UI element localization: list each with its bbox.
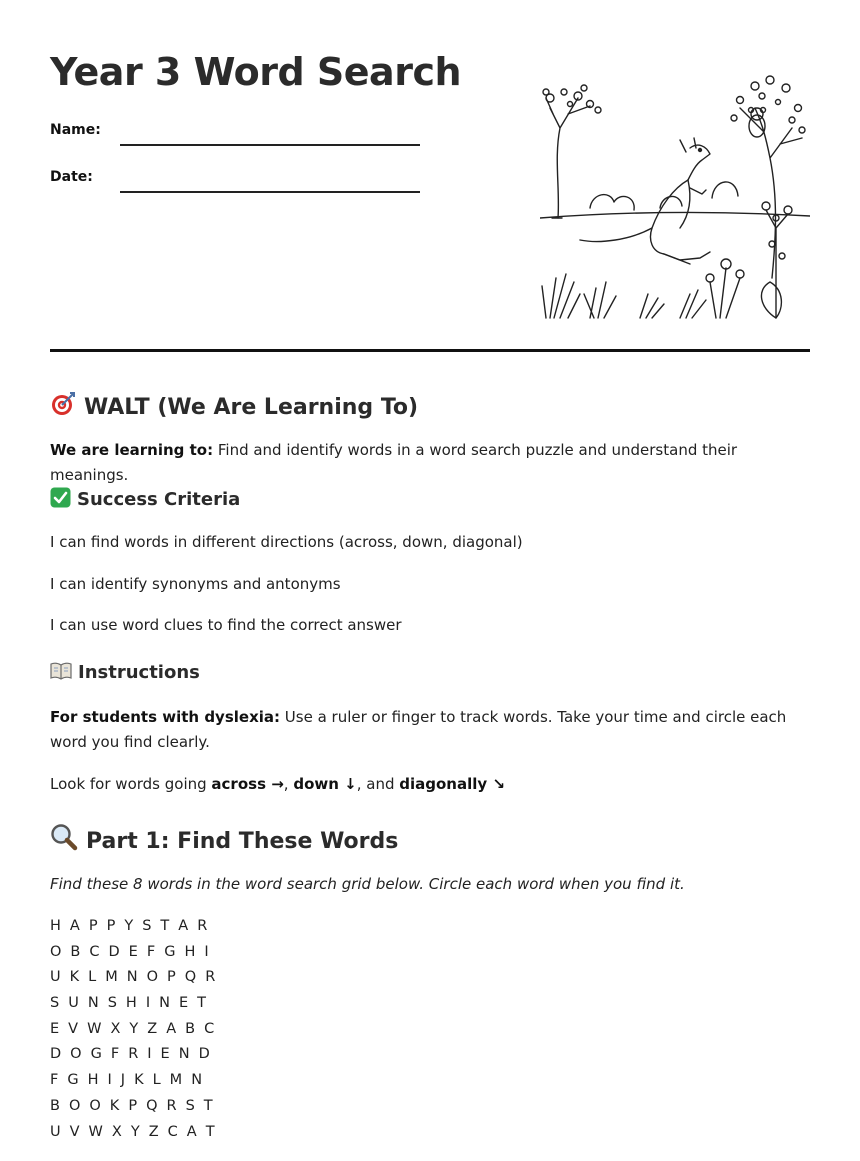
date-field[interactable] [50,169,420,199]
directions-sep: , [283,775,294,793]
walt-paragraph [50,438,810,488]
book-icon [50,662,72,680]
instructions-heading-text: Instructions [78,662,200,683]
walt-lead: We are learning to: [50,441,214,459]
word-search-grid [50,914,217,1145]
grass-flowers-drawing [542,202,792,318]
direction-diagonal: diagonally ↘ [399,775,505,793]
part1-heading [50,823,398,854]
kangaroo-drawing [580,138,710,264]
directions-paragraph [50,772,810,797]
date-label: Date: [50,169,93,185]
direction-down: down ↓ [293,775,357,793]
right-tree-drawing [731,76,805,278]
success-heading [50,487,240,510]
dyslexia-lead: For students with dyslexia: [50,708,281,726]
success-item: I can use word clues to find the correct answer [50,616,402,634]
walt-heading [50,391,418,420]
name-line[interactable] [120,144,420,146]
grid-row[interactable]: U V W X Y Z C A T [50,1123,217,1140]
direction-across: across → [211,775,284,793]
grid-row[interactable]: O B C D E F G H I [50,943,211,960]
success-item: I can find words in different directions (across, down, diagonal) [50,533,523,551]
check-icon [50,487,71,508]
success-item: I can identify synonyms and antonyms [50,575,341,593]
dyslexia-paragraph [50,705,810,755]
success-heading-text: Success Criteria [77,489,241,510]
magnifier-icon [50,823,78,851]
part1-intro: Find these 8 words in the word search grid below. Circle each word when you find it. [50,875,685,893]
directions-prefix: Look for words going [50,775,212,793]
grid-row[interactable]: H A P P Y S T A R [50,918,210,934]
walt-text: Find and identify words in a word search puzzle and understand their meanings. [50,441,738,484]
grid-row[interactable]: E V W X Y Z A B C [50,1020,217,1037]
name-field[interactable] [50,122,420,152]
part1-heading-text: Part 1: Find These Words [86,829,399,854]
instructions-heading [50,662,200,683]
kangaroo-illustration [540,68,810,322]
page-title: Year 3 Word Search [50,50,462,94]
grid-row[interactable]: F G H I J K L M N [50,1072,205,1089]
dyslexia-text: Use a ruler or finger to track words. Take your time and circle each word you find clearly. [50,708,787,751]
name-label: Name: [50,122,101,138]
bushes-drawing [540,182,810,218]
date-line[interactable] [120,191,420,193]
grid-row[interactable]: U K L M N O P Q R [50,969,218,986]
directions-sep: , and [356,775,400,793]
walt-heading-text: WALT (We Are Learning To) [84,395,419,420]
grid-row[interactable]: D O G F R I E N D [50,1046,212,1063]
grid-row[interactable]: S U N S H I N E T [50,995,209,1012]
left-tree-drawing [543,85,601,218]
grid-row[interactable]: B O O K P Q R S T [50,1097,215,1114]
header-divider [50,349,810,352]
target-icon [50,391,76,417]
